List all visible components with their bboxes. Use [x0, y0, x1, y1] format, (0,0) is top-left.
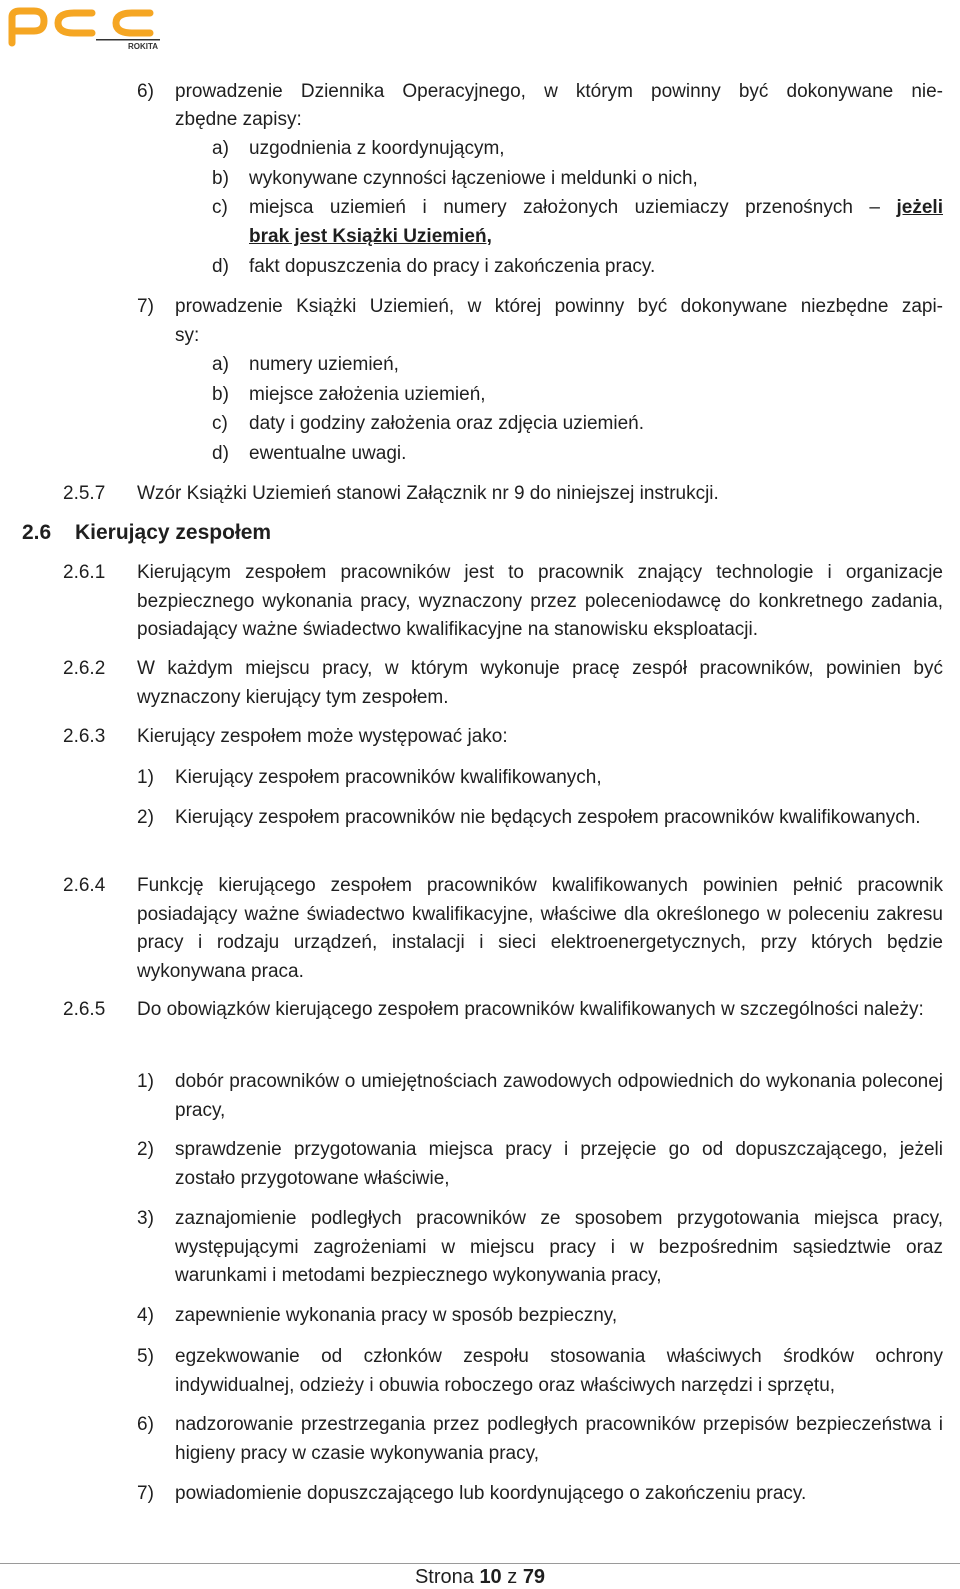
p261-number: 2.6.1	[63, 562, 106, 583]
item6-sub-a-text: uzgodnienia z koordynującym,	[249, 138, 505, 159]
p265-number: 2.6.5	[63, 999, 106, 1020]
item7-number: 7)	[137, 296, 154, 317]
pcc-rokita-logo	[4, 3, 164, 51]
section-title: Kierujący zespołem	[75, 521, 272, 544]
p265-item5-number: 5)	[137, 1346, 154, 1367]
item6-sub-c-line1: miejsca uziemień i numery założonych uziemiaczy przenośnych – jeżeli	[249, 197, 943, 218]
p265-item6-number: 6)	[137, 1414, 154, 1435]
footer-total-pages: 79	[522, 1566, 546, 1588]
item7-sub-a-text: numery uziemień,	[249, 354, 399, 375]
p263-text: Kierujący zespołem może występować jako:	[137, 726, 508, 747]
item7-sub-c-letter: c)	[212, 413, 228, 434]
p263-item2-text: Kierujący zespołem pracowników nie będących zespołem pracowników kwalifikowanych.	[175, 807, 921, 828]
p265-item7-text: powiadomienie dopuszczającego lub koordynującego o zakończeniu pracy.	[175, 1483, 807, 1504]
p263-item1-number: 1)	[137, 767, 154, 788]
item7-sub-b-text: miejsce założenia uziemień,	[249, 384, 486, 405]
item7-sub-b-letter: b)	[212, 384, 229, 405]
item6-sub-c-line2: brak jest Książki Uziemień,	[249, 226, 492, 247]
p265-item4-text: zapewnienie wykonania pracy w sposób bezpieczny,	[175, 1305, 618, 1326]
p265-item2-text: sprawdzenie przygotowania miejsca pracy i przejęcie go od dopuszczającego, jeżeli zostało przygotowane właściwie,	[175, 1139, 943, 1189]
p264-text: Funkcję kierującego zespołem pracowników kwalifikowanych powinien pełnić pracownik posiadający ważne świadectwo kwalifikacyjne, właściwe dla określonego w poleceniu zakresu pracy i rodzaju urządzeń, instalacji i sieci elektroenergetycznych, przy których będzie wykonywana praca.	[137, 875, 943, 982]
p265-item5-text: egzekwowanie od członków zespołu stosowania właściwych środków ochrony indywidualnej, odzieży i obuwia roboczego oraz właściwych narzędzi i sprzętu,	[175, 1346, 943, 1396]
item6-sub-c-letter: c)	[212, 197, 228, 218]
page-footer	[0, 1565, 960, 1589]
p262-text: W każdym miejscu pracy, w którym wykonuje pracę zespół pracowników, powinien być wyznaczony kierujący tym zespołem.	[137, 658, 943, 708]
footer-prefix: Strona	[414, 1566, 474, 1588]
p265-item1-number: 1)	[137, 1071, 154, 1092]
item7-text-line2: sy:	[175, 325, 200, 346]
item7-sub-d-text: ewentualne uwagi.	[249, 443, 407, 464]
item6-sub-d-text: fakt dopuszczenia do pracy i zakończenia pracy.	[249, 256, 656, 277]
item7-sub-c-text: daty i godziny założenia oraz zdjęcia uziemień.	[249, 413, 644, 434]
section-number: 2.6	[22, 521, 52, 544]
footer-page-number: 10	[479, 1566, 502, 1588]
item6-sub-b-letter: b)	[212, 168, 229, 189]
item7-text-line1: prowadzenie Książki Uziemień, w której powinny być dokonywane niezbędne zapi-	[175, 296, 943, 317]
item6-text-line1: prowadzenie Dziennika Operacyjnego, w którym powinny być dokonywane nie-	[175, 81, 943, 102]
p265-item1-text: dobór pracowników o umiejętnościach zawodowych odpowiednich do wykonania poleconej pracy,	[175, 1071, 943, 1121]
item6-sub-a-letter: a)	[212, 138, 229, 159]
p265-item3-text: zaznajomienie podległych pracowników ze sposobem przygotowania miejsca pracy, występującymi zagrożeniami w miejscu pracy i w bezpośrednim sąsiedztwie oraz warunkami i metodami bezpiecznego wykonywania pracy,	[175, 1208, 943, 1287]
item6-text-line2: zbędne zapisy:	[175, 109, 302, 130]
p265-item7-number: 7)	[137, 1483, 154, 1504]
p265-item6-text: nadzorowanie przestrzegania przez podległych pracowników przepisów bezpieczeństwa i higieny pracy w czasie wykonywania pracy,	[175, 1414, 943, 1464]
p263-number: 2.6.3	[63, 726, 106, 747]
p261-text: Kierującym zespołem pracowników jest to pracownik znający technologie i organizacje bezpiecznego wykonania pracy, wyznaczony przez poleceniodawcę do konkretnego zadania, posiadający ważne świadectwo kwalifikacyjne na stanowisku eksploatacji.	[137, 562, 943, 641]
p265-item3-number: 3)	[137, 1208, 154, 1229]
p265-text: Do obowiązków kierującego zespołem pracowników kwalifikowanych w szczególności należy:	[137, 999, 924, 1020]
p264-number: 2.6.4	[63, 875, 106, 896]
svg-text:ROKITA: ROKITA	[128, 42, 159, 51]
p257-number: 2.5.7	[63, 483, 106, 504]
p263-item2-number: 2)	[137, 807, 154, 828]
p257-text: Wzór Książki Uziemień stanowi Załącznik nr 9 do niniejszej instrukcji.	[137, 483, 719, 504]
item6-number: 6)	[137, 81, 154, 102]
item6-sub-b-text: wykonywane czynności łączeniowe i meldunki o nich,	[249, 168, 698, 189]
p265-item4-number: 4)	[137, 1305, 154, 1326]
p262-number: 2.6.2	[63, 658, 106, 679]
footer-separator: z	[507, 1566, 518, 1588]
item7-sub-d-letter: d)	[212, 443, 229, 464]
item7-sub-a-letter: a)	[212, 354, 229, 375]
item6-sub-d-letter: d)	[212, 256, 229, 277]
p265-item2-number: 2)	[137, 1139, 154, 1160]
footer-divider	[0, 1563, 960, 1564]
p263-item1-text: Kierujący zespołem pracowników kwalifikowanych,	[175, 767, 602, 788]
